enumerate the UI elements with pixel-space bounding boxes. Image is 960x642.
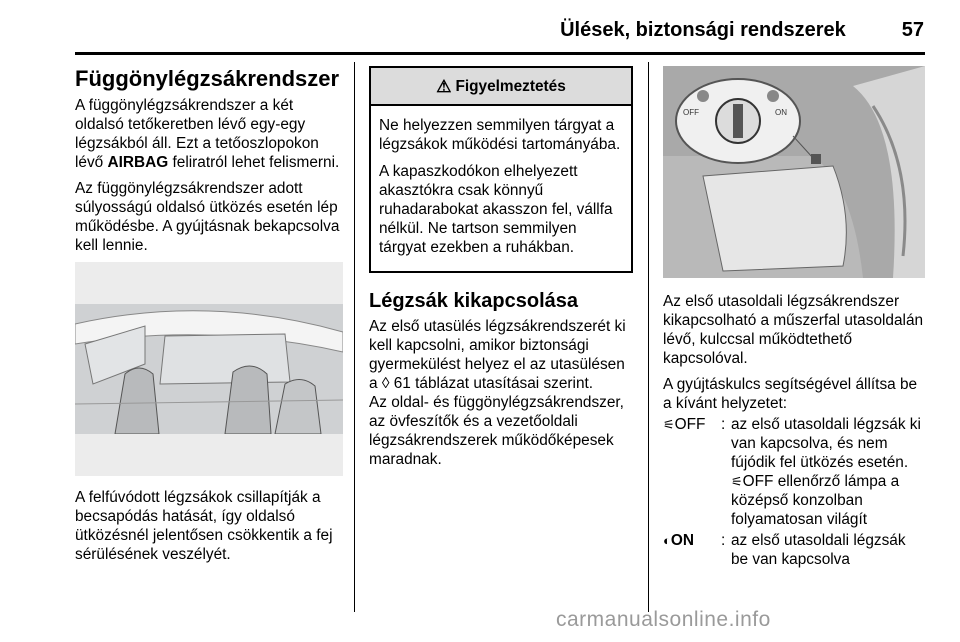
off-indicator-note xyxy=(731,472,925,529)
list-item xyxy=(663,415,925,529)
airbag-on-icon: ◐ xyxy=(663,533,671,548)
off-term-text: OFF xyxy=(674,416,706,433)
off-description-text: az első utasoldali légzsák ki van kapcsolva, és nem fújódik fel ütközés esetén. xyxy=(731,416,921,471)
list-item xyxy=(663,531,925,569)
warning-header xyxy=(371,68,631,106)
column-2 xyxy=(369,66,633,476)
curtain-airbag-paragraph-3: A felfúvódott légzsákok csillapítják a becsapódás hatását, így oldalsó ütközésnél jelentősen csökkentik a fej sérülésének veszélyét. xyxy=(75,489,333,563)
separator: : xyxy=(721,416,726,433)
text-run: A függönylégzsákrendszer a két oldalsó tetőkeretben lévő egy-egy légzsákból áll. Ezt a tetőoszlopokon lévő xyxy=(75,97,319,171)
page-reference-number[interactable]: 61 xyxy=(393,375,411,392)
column-1 xyxy=(75,66,343,571)
deactivation-paragraph-1 xyxy=(369,317,633,393)
warning-box xyxy=(369,66,633,273)
warning-paragraph-2: A kapaszkodókon elhelyezett akasztókra csak könnyű ruhadarabokat akasszon fel, vállfa nélkül. Ne tartson semmilyen tárgyat ezekben a ruhákban. xyxy=(379,163,613,256)
warning-triangle-icon: ⚠ xyxy=(436,76,452,96)
switch-position-list xyxy=(663,415,925,569)
on-term xyxy=(663,531,721,569)
column-3 xyxy=(663,66,925,571)
dashboard-switch-drawing xyxy=(663,66,925,278)
text-run: Az első utasülés légzsákrendszerét ki kell kapcsolni, amikor biztonsági gyermekülést helyez el az utasülésen a xyxy=(369,318,626,392)
header-rule xyxy=(75,52,925,55)
header-title: Ülések, biztonsági rendszerek xyxy=(560,18,846,41)
curtain-airbag-paragraph-2: Az függönylégzsákrendszer adott súlyosságú oldalsó ütközés esetén lép működésbe. A gyújtásnak bekapcsolva kell lennie. xyxy=(75,180,340,254)
column-divider-1 xyxy=(354,62,355,612)
switch-paragraph-1: Az első utasoldali légzsákrendszer kikapcsolható a műszerfal utasoldalán lévő, kulccsal működtethető kapcsolóval. xyxy=(663,293,924,367)
off-description xyxy=(731,415,925,529)
airbag-off-icon: ⚟ xyxy=(731,474,743,489)
on-term-text: ON xyxy=(670,532,694,549)
warning-paragraph-1: Ne helyezzen semmilyen tárgyat a légzsákok működési tartományába. xyxy=(379,117,621,153)
switch-on-label: ON xyxy=(775,108,787,117)
airbag-off-icon: ⚟ xyxy=(663,417,675,432)
deactivation-paragraph-2: Az oldal- és függönylégzsákrendszer, az övfeszítők és a vezetőoldali légzsákrendszerek működőképesek maradnak. xyxy=(369,394,624,468)
curtain-airbag-illustration xyxy=(75,262,343,476)
curtain-airbag-paragraph-1 xyxy=(75,96,343,172)
airbag-label: AIRBAG xyxy=(107,154,169,171)
page-number: 57 xyxy=(901,18,924,41)
separator: : xyxy=(721,532,726,549)
warning-title: Figyelmeztetés xyxy=(455,77,566,95)
warning-body xyxy=(371,106,631,271)
car-interior-drawing xyxy=(75,304,343,434)
text-run: táblázat utasításai szerint. xyxy=(410,375,594,392)
page-header xyxy=(0,10,924,50)
curtain-airbag-heading: Függönylégzsákrendszer xyxy=(75,66,340,91)
switch-off-label: OFF xyxy=(683,108,699,117)
airbag-switch-photo xyxy=(663,66,925,278)
switch-paragraph-2: A gyújtáskulcs segítségével állítsa be a kívánt helyzetet: xyxy=(663,376,918,412)
column-divider-2 xyxy=(648,62,649,612)
off-term xyxy=(663,415,721,529)
car-interior-image xyxy=(75,304,343,434)
airbag-deactivation-heading: Légzsák kikapcsolása xyxy=(369,290,579,312)
on-description: az első utasoldali légzsák be van kapcsolva xyxy=(731,532,906,568)
off-indicator-note-text: OFF ellenőrző lámpa a középső konzolban folyamatosan világít xyxy=(731,473,900,528)
watermark: carmanualsonline.info xyxy=(556,608,771,631)
text-run: feliratról lehet felismerni. xyxy=(168,154,340,171)
page-reference-icon: ◊ xyxy=(381,375,394,392)
